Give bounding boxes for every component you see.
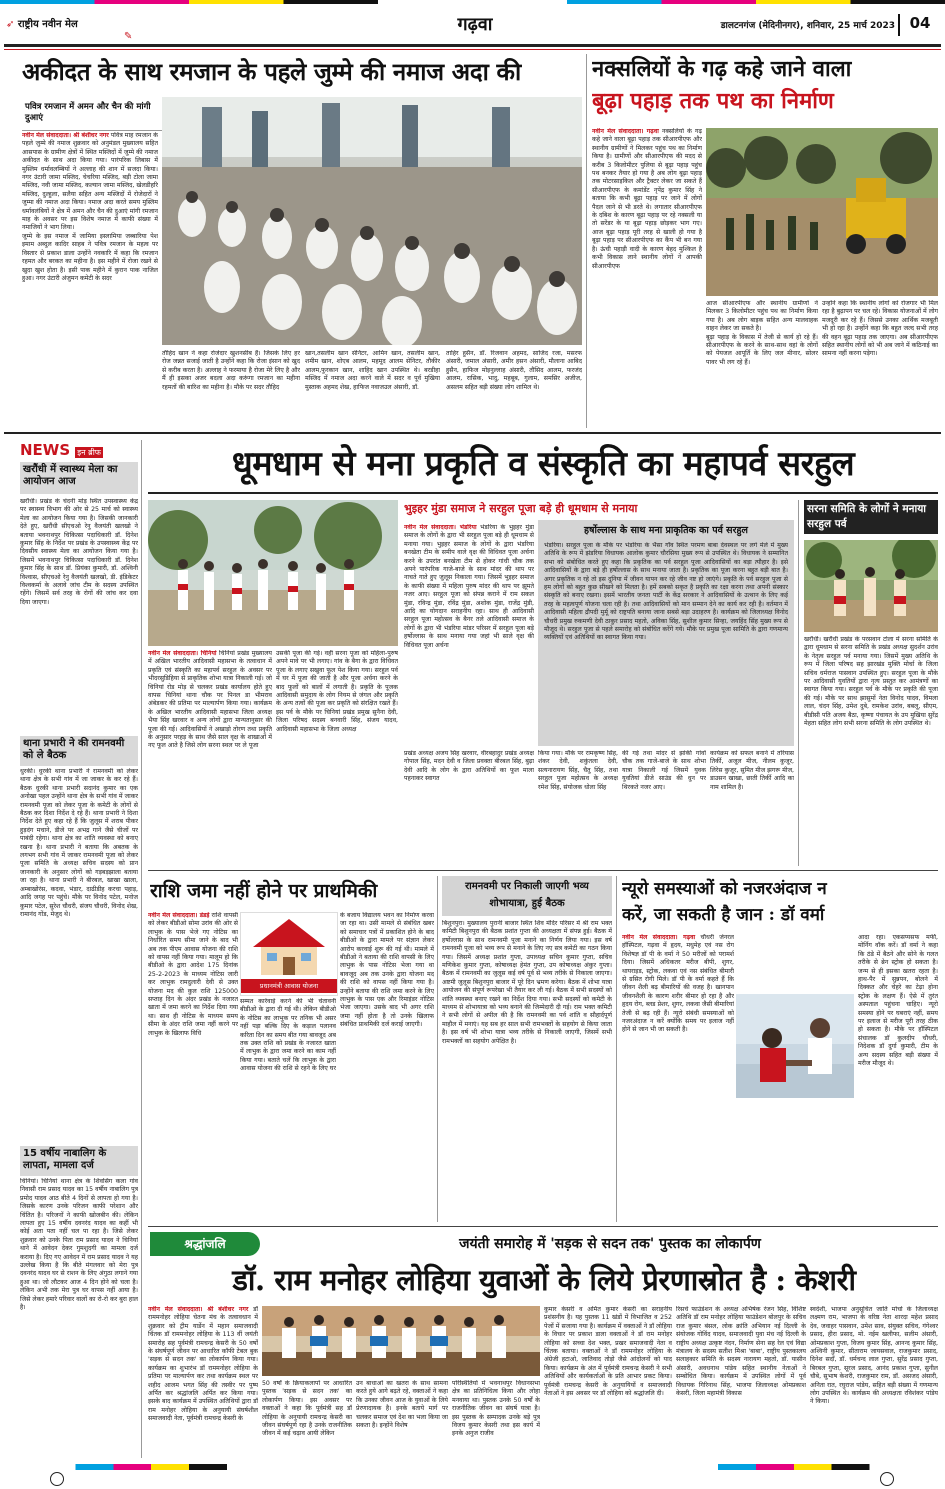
sarhul-main-col-d: कार्यक्रम को सफल बनाने में तरियास तिर्की, अजूल मीज, नीलम कुजूर, लिरेस कुजूर, सुमित मीज झगरू मीज, डाउसन खाखा, छाती तिर्की आदि का नाम शामिल है। — [710, 750, 794, 791]
sarhul-box-title: हर्षोल्लास के साथ मना प्राकृतिक का पर्व सरहुल — [584, 525, 748, 536]
lohia-col7: स्वदेशी, भाजपा अनुसूचित जाति मोर्चा के जिलाध्यक्ष लक्ष्मण राम, भाजपा के वरिष्ठ नेता शारदा महेश प्रसाद देव, जवाहर पासवान, उमेश साव, संयुक्त सचिव, गंगेश्वर प्रसाद, हीरा प्रसाद, मो. नईम खलीफा, सलीम अंसारी, ओमप्रकाश गुप्ता, विजय कुमार सिंह, आनन्द कुमार सिंह, अश्विनी कुमार, सीताराम जायसवाल, राजकुमार प्रसाद, दिनेश सदाँ, डॉ. धर्मचन्द लाल गुप्ता, सुरेंद्र प्रसाद गुप्ता, बिरबल गुप्ता, सूरज प्रसाद, आनंद प्रकाश गुप्ता, सुनील चौबे, सुभाष केशरी, राजकुमार राम, डॉ. असजद अंसारी, अनिता रात, रघुराज पांडेय, सहित बड़ी संख्या में गणमान्य लोग उपस्थित थे। कार्यक्रम की अध्यक्षता रविशंकर पांडेय ने किया। — [810, 1306, 938, 1406]
sarhul-main-col1 — [404, 524, 534, 744]
divider-sarna — [798, 500, 799, 866]
sarhul-body1: भंडरिया के भुइहर मुंडा समाज के लोगों के द्वारा भी सरहुल पूजा बड़े ही धूमधाम से मनाया गया। भुइहर समाज के लोगों के द्वारा भंडरिया बनखेता टीम के समीप वाले वृक्ष की विधिवत पूजा अर्चना करने के उपरांत बनखेता टीम से होकर गांधी चौक तक अपने पारंपरिक गाजे-बाजे के साथ मांदर की थाप पर नाचते गाते हुए जुलूस निकाला गया। जिसमें भुइहर समाज के काफी संख्या में महिला पुरुष मांदर की थाप पर झूमते नजर आए। सरहुल पूजा को संपन्न कराने में राम सकल मुंडा, रविन्द्र मुंडा, रविंद्र मुंडा, अशोक मुंडा, राजेंद्र मुंडी, आदि का योगदान सराहनीय रहा। साथ ही आदिवासी सरहुल पूजा महोत्सव के बैनर तले आदिवासी समाज के लोगों के द्वारा भी भंडरिया मांडर परिसर में सरहुल पूजा बड़े हर्षोल्लास के साथ मनाया गया जहां भी साले वृक्ष की विधिवत पूजा अर्चना — [404, 524, 534, 649]
brief1-body: खरौंधी। प्रखंड के चंदनी मोड़ स्थित उपस्वास्थ्य केंद्र पर स्वास्थ्य विभाग की ओर से 25 मार्च को स्वास्थ्य मेला का आयोजन किया गया है। जिसकी जानकारी देते हुए, खरौंधी सीएचओ रेनु वैजयंती खलखो ने बताया भवनाथपुर चिकित्सा पदाधिकारी डॉ. दिनेश कुमार सिंह के निर्देश पर प्रखंड के उपस्वास्थ्य केंद्र पर दिवसीय स्वास्थ्य मेला का आयोजन किया गया है। जिसमें भवनाथपुर चिकित्सा पदाधिकारी डॉ. दिनेश कुमार सिंह के साथ डॉ. प्रियंका कुमारी, डॉ. अश्विनी विश्वास, सीएचओ रेनु वैजयंती खलखो, डी. इंडिकेटर विश्वकर्मा के अलावे जांच टीम के सदस्य उपस्थित रहेंगे। जिसमें सर्व तरह के रोगों की जांच कर दवा दिया जाएगा। — [20, 498, 138, 606]
pm-awas-caption: प्रधानमंत्री आवास योजना — [241, 979, 337, 993]
naxal-col2 — [706, 300, 818, 428]
ramnavami-headline-box — [442, 876, 612, 916]
crop-mark-right — [880, 1472, 894, 1486]
lohia-col3 — [356, 1380, 448, 1456]
lohia-col4: परिस्थितियों में भवनाथपुर विधानसभा क्षेत्र का प्रतिनिधित्व किया और लोहा मनवाया था। पुस्तक उनके 50 वर्षों के राजनीतिक जीवन का संघर्ष यात्रा है। इस पुस्तक के सम्पादक उनके बड़े पुत्र विजय कुमार केसरी तथा इस कार्य में इनके अनुज राजीव — [452, 1380, 540, 1438]
brief3-body: चिनियां। चिनियां थाना क्षेत्र के शिवसिंग कला गांव निवासी राम प्रसाद यादव का 15 वर्षीय नाबालिग पुत्र प्रमोद यादव आठ बीते 4 दिनों से लापता हो गया है। जिसके कारण उनके परिजन काफी परेशान और चिंतित है। परिजनों ने काफी खोजबीन की। लेकिन लापता हुए 15 वर्षीय दवनरंद यादव का कहीं भी कोई अता पता नहीं चल पा रहा है। जिसे लेकर शुक्रवार को उनके पिता राम प्रसाद यादव ने चिनियां थाने में आवेदन देकर गुमशुदगी का मामला दर्ज कराया है। दिए गए आवेदन में राम प्रसाद यादव ने यह उल्लेख किया है कि बीते मंगलवार को मेरा पुत्र दवनरंद यादव घर से राशन के लिए अंगुठा लगाने गया हुआ था। जो लौटकर आज 4 दिन होने को चला है। लेकिन अभी तक मेरा पुत्र घर वापस नहीं आया है। जिसे लेकर हमारे परिवार वालों का रो-रो कर बुरा हाल है। — [20, 1178, 138, 1312]
ramzan-headline: अकीदत के साथ रमजान के पहले जुम्मे की नमाज अदा की — [22, 57, 521, 86]
brief2-body: धुरकी। धुरकी थाना प्रभारी ने रामनवमी को लेकर थाना क्षेत्र के सभी गांव में जा जाकर के कर रहे हैं। बैठक धुरकी थाना प्रभारी सदानंद कुमार का एक अनोखा पहल उन्होंने थाना क्षेत्र के सभी गांव में जाकर रामनवमी पूजा को लेकर पूजा के कमेटी के लोगों से बैठक कर दिशा निर्देश दे रहे हैं। थाना प्रभारी ने दिशा निर्देश देते हुए कहा रहे हैं कि जुलूस में शराब पीकर हुड़दंग मचाने, डीजे पर अभद्र गाने जैसे चीजों पर पाबंदी रहेगा। थाना क्षेत्र का शांति व्यवस्था को बनाए रखना है। थाना प्रभारी ने बताया कि अबतक के लगभग सभी गांव में जाकर रामनवमी पूजा को लेकर पूजा समिति के अध्यक्ष सचिव सदस्य को प्रान जानकारी के अनुसार लोगों को गड़बड़झाला बताया जा रहा है। थाना प्रभारी ने बीरबल, खाखा खाला, अम्बाखोरंस, कदवा, भंडार, दाढीडीह करचा पहाड़, आदि जगह पर पहुंचे। मौके पर विनोद पटेल, मनोज कुमार पटेल, सुरेश चौधरी, संजय चौधरी, विनोद शेख, रामानंद गोंड, मेजुद थे। — [20, 768, 138, 918]
registration-strip-top — [0, 0, 945, 4]
dateline: डालटनगंज (मेदिनीनगर), शनिवार, 25 मार्च 2023 — [720, 21, 895, 31]
divider-ramnavami — [616, 876, 617, 1222]
lohia-headline: डॉ. राम मनोहर लोहिया युवाओं के लिये प्रेरणास्रोत है : केशरी — [232, 1263, 856, 1297]
rashi-col1 — [148, 912, 238, 1222]
sarna-headline: सरना समिति के लोगों ने मनाया सरहुल पर्व — [804, 500, 938, 534]
ramzan-byline: नवीन मेल संवाददाता। श्री बंशीधर नगर — [22, 132, 109, 139]
sarhul-left-body1: चिनियां प्रखंड मुख्यालय में अखिल भारतीय आदिवासी महासभा के तत्वाधान में प्रकृति एवं संस्कृति का महापर्व सरहुल के अवसर पर भीदरसुडिहिया से प्राकृतिक शोभा यात्रा निकाली गई। जो चिनियां रोड मोड़ से चलकर प्रखंड कार्यालय होते हुए वापस चिनियां थाना चौक पर पिनल डा भीमराव अंबेडकर की प्रतिमा पर माल्यार्पण किया गया। कार्यक्रम के अखिल भारतीय आदिवासी महासभा जिला अध्यक्ष भैया सिंह खरवार व अन्य लोगों द्वारा मान्यतानुसार की पूजा की गई। आदिवासियों ने अखाड़ो तोरण तथा प्रकृति के अनुसार परहड़ के साथ जैसे साल वृक्ष के शाखाओं में नए फूल आते है जिसे लोग सरना स्थल पर ले पूजा — [148, 650, 272, 750]
crop-mark-left — [50, 1472, 64, 1486]
masthead — [0, 6, 945, 46]
divider-rashi — [437, 876, 438, 1222]
lohia-col1 — [148, 1306, 258, 1456]
bird-icon: ➶ — [6, 19, 15, 30]
naxal-headline-2: बूढ़ा पहाड़ तक पथ का निर्माण — [592, 88, 834, 114]
lohia-kicker: जयंती समारोह में 'सड़क से सदन तक' पुस्तक का लोकार्पण — [459, 1236, 761, 1252]
naxal-headline-1: नक्सलियों के गढ़ कहे जाने वाला — [592, 56, 852, 82]
naxal-col3: उन्होंने कहा कि स्थानीय लोगों को रोजगार भी मिल रहा है बुढ़ापन पर चल रहे। विकास योजनाओं में लोग मजदूरी कर रहे हैं। जिससे उनका आर्थिक मजबूती भी हो रहा है। उन्होंने कहा कि बहुत जल्द सभी तरह की वहन बूढ़ा पहाड़ तक जाएगा। अब सीआरपीएफ सहित स्थानीय लोगों को भी अब जाने में कठिनाई का सामना नहीं करना पड़ेगा। — [822, 300, 938, 358]
naxal-byline: नवीन मेल संवाददाता। गढ़वा — [592, 128, 659, 135]
naxal-road-photo — [706, 128, 938, 296]
tribute-text: श्रद्धांजलि — [184, 1237, 226, 1251]
brief2-title: थाना प्रभारी ने की रामनवमी को ले बैठक — [20, 736, 138, 766]
ramnavami-body: बिशुनपुरा। मुख्यालय पुरानी बाजार स्थित शिव मंदिर परिसर में श्री राम भक्त कमिटी बिशुनपुरा की बैठक प्रशांत गुप्ता की अध्यक्षता में संपन्न हुई। बैठक में हर्षोल्लास के साथ रामनवमी पूजा मनाने का निर्णय लिया गया। इस वर्ष रामनवमी पूजा को भव्य रूप से मनाने के लिए नए सत्र कमेटी का गठन किया गया। जिसमें अध्यक्ष प्रशांत गुप्ता, उपाध्यक्ष सचिन कुमार गुप्ता, सचिव मणिकेश कुमार गुप्ता, कोषाध्यक्ष हेमंत गुप्ता, उप कोषाध्यक्ष अंकुर गुप्ता। बैठक में रामनवमी का जुलूस कई वर्ष पूर्व से भव्य तरीके से निकाला जाएगा। अष्टमी जुलूस बिशुनपुरा बाजार में पूरे दिन भ्रमण करेगा। बैठक में शोभा यात्रा आयोजन की संपूर्ण रूपरेखा भी तैयार कर ली गई। बैठक में सभी सदस्यों को शांति व्यवस्था बनाए रखने का निर्देश दिया गया। सभी सदस्यों को कमेटी के माध्यम से शोभायात्रा को भव्य बनाने की जिम्मेदारी दी गई। राम भक्त कमिटी ने सभी लोगों से अपील की है कि रामनवमी का पर्व शांति व सौहार्दपूर्ण माहौल में मनाएं। यह सब हर साल सभी रामभक्तों के सहयोग से किया जाता है। इस वर्ष भी शोभा यात्रा भव्य तरीके से निकाली जाएगी, जिसमें सभी रामभक्तों का सहयोग अपेक्षित है। — [442, 920, 612, 1045]
rashi-headline: राशि जमा नहीं होने पर प्राथमिकी — [150, 880, 378, 902]
section-rule-3 — [148, 1226, 938, 1227]
paper-logo — [6, 16, 116, 32]
divider-v1 — [586, 54, 587, 428]
neuro-col1 — [622, 934, 734, 1222]
news-label-2: इन ब्रीफ — [77, 448, 101, 457]
lohia-col3b-text: इनके बताये मार्ग पर चलकर समाज एवं देश का भला किया जा सकता है। इन्होंने विशेष — [356, 1405, 448, 1430]
neuro-headline-2: करें, जा सकती है जान : डॉ वर्मा — [622, 905, 825, 925]
sarhul-subhead: भुइहर मुंडा समाज ने सरहुल पूजा बड़े ही धूमधाम से मनाया — [404, 502, 638, 515]
ramzan-subhead: पवित्र रमजान में अमन और चैन की मांगी दुआएं — [22, 100, 163, 131]
paper-name: राष्ट्रीय नवीन मेल — [17, 19, 78, 30]
rashi-col3: के बजाय विद्यालय भवन का निर्माण करवा जा रहा था। उसी मामले से संबंधित खबर को समाचार पत्रों में प्रकाशित होने के बाद बीडीओ के द्वारा मामले पर संज्ञान लेकर आरोप करवाई शुरू की गई थी। मामले में बीडीओ ने बताया की राशि वापसी के लिए लाभुक के पास नोटिस भेजा गया था बावजूद अब तक उनके द्वारा योजना मद की राशि को वापस नहीं किया गया है। उन्होंने बताया की राशि जमा करने के लिए लाभुक के पास एक और रिमाइंडर नोटिस भेजा जाएगा। उसके बाद भी अगर राशि जमा नहीं होता है तो उनके खिलाफ संबंधित प्राथमिकी दर्ज कराई जाएगी। — [340, 912, 434, 1029]
sarhul-headline: धूमधाम से मना प्रकृति व संस्कृति का महापर्व सरहुल — [231, 444, 855, 484]
neuro-col2: आदा रहा। एकसप्यसफ मर्फी, मोर्निग वॉक करें। डॉ वर्मा ने कहा कि ठंडे में बैठने और सोने के गलत तरीके से ब्रेन स्ट्रोक हो सकता है। जन्म से ही इसका खतरा रहता है। हाथ-पैर में सुन्नपन, बोलने में दिक्कत और चेहरे का टेढ़ा होना स्ट्रोक के लक्षण हैं। ऐसे में तुरंत अस्पताल पहुंचना चाहिए। न्यूरो समस्या होने पर घबराएं नहीं, समय पर इलाज से मरीज पूरी तरह ठीक हो सकता है। मौके पर हॉस्पिटल संचालक डॉ कुलदीप चौधरी, निदेशक डॉ दुर्गा कुमारी, टीम के अन्य सदस्य सहित बड़ी संख्या में मरीज मौजूद थे। — [858, 934, 938, 1068]
ramzan-col2: तौहिद खान ने कहा रोजेदार खुशनसीब हैं। जिसके लिए हर रोज जन्नत सजाई जाती है उन्होंने कहा कि रोजा इंसान को खुद से करीब करता है। अल्लाह ने फरमाया है रोजा मेरे लिए है और मैं ही इसका अजर बदला अदा करूंगा रमजान का महीना रहमतों की बारिश का महीना है। मौके पर सदर तौहिद — [162, 350, 300, 391]
neuro-clinic-photo — [736, 994, 854, 1098]
news-brief-label — [20, 440, 138, 460]
sarhul-left-col1 — [148, 650, 272, 868]
sarhul-rule — [148, 492, 938, 494]
sarhul-chiniyan-photo — [148, 500, 398, 646]
rashi-byline: नवीन मेल संवाददाता। डंडई — [148, 912, 210, 919]
lohia-book-launch-photo — [262, 1306, 540, 1376]
page-number: 04 — [898, 14, 940, 36]
sarhul-left-col2: उसकी पूजा की गई। वहीं सरना पूजा को महिला-पुरुष अपने मावे पर भी लगाए। गांव के बैगा के द्वारा विधिवत पूजा के लगाए सखुवा फूल पेश किया गया। सरहुल पर्व में घर में पूजा की जाती है और पूजा अर्चना करने के बाद फूलों को बालों में लगाती है। प्रकृति के पूजक आदिवासी समुदाय के लोग नियम से जंगल और प्रकृति के अन्य तत्वों की पूजा कर प्रकृति को संरक्षित रखते हैं। इस पर्व के मौके पर चिनियां प्रखंड प्रमुख सुनैना देवी, जिला परिषद सदस्य बनवारी सिंह, संजय यादव, आदिवासी महासभा के जिला अध्यक्ष — [276, 650, 398, 733]
sarhul-small1: प्रखंड अध्यक्ष अजय सिंह खरवार, वीरबहादुर प्रखंड अध्यक्ष गोपाल सिंह, मदन देवी व जिला प्रवक्ता बीरबल सिंह, बुढ़ा देवी आदि के लोग के द्वारा अतिथियों का फूल माला पहनाकर स्वागत — [404, 750, 534, 783]
ramzan-namaz-photo — [162, 97, 582, 345]
registration-strip-bottom — [0, 1464, 945, 1470]
ramzan-para1: पवित्र माह रमजान के पहले जुम्मे की नमाज शुक्रवार को अनुमंडल मुख्यालय सहित आसपास के ग्रामीण क्षेत्रों में स्थित मस्जिदों में जुम्मे की नमाज अकीदत के साथ अदा किया गया। पारंपरिक लिबास में मुस्लिम धर्मावलम्बियों ने अल्लाह की शान में सजदा किया। नगर उंटारी जामा मस्जिद, चेचरिया मस्जिद, बड़ी टोला जामा मस्जिद, नवी जामा मस्जिद, कल्यान जामा मस्जिद, खेलडीहरि मस्जिद, दुल्हुला, सलैया सहित अन्य मस्जिदों में रोजेदारों ने जुम्मा की नमाज अदा किया। नमाज अदा करते समय मुस्लिम धर्मावलंबियों ने क्षेत्र में अमन और चैन की दुआएं मांगी रमजान माह के अवसर पर इस विशेष नमाज में काफी संख्या में नमाजियों ने भाग लिया। — [22, 132, 158, 232]
divider-left — [141, 440, 142, 1458]
news-label: NEWS — [20, 441, 71, 459]
lohia-col6: रिसर्च फाउंडेशन के अध्यक्ष अभिषेक रंजन सिंह, विशिष्ट अतिथि डॉ राम मनोहर लोहिया फाउंडेशन बोलपुर के सचिव राज कुमार बंसल, लोक क्रांति अभियान नई दिल्ली के संयोजक गोविंद यादव, समाजवादी युवा मंच नई दिल्ली के राष्ट्रीय अध्यक्ष उत्कृष्ट नंदन, निर्माण सेना सह रेल एवं विद्या मंत्रालय के सदस्य सतीश मिश्रा 'बाबा', राष्ट्रीय पुस्तकालय सलाहकार समिति के सदस्य नारायण महतो, डॉ. यासीन अंसारी, अवधनाथ पांडेय सहित स्थानीय नेताओं ने सम्बोधित किया। कार्यक्रम में उपस्थित लोगों में पूर्व विधायक गिरिनाथ सिंह, भाजपा जिलाध्यक्ष ओमप्रकाश केसरी, जिला महामंत्री विकास — [676, 1306, 806, 1398]
neuro-col-mid — [736, 934, 854, 992]
neuro-byline: नवीन मेल संवाददाता। गढ़वा — [622, 934, 696, 941]
sarhul-byline: नवीन मेल संवाददाता। भंडरिया — [404, 524, 477, 531]
ramzan-para2: जुम्मे के इस नमाज में जामिया इस्लामिया जब्बारिया पेश इमाम अब्दुल कादिर साहब ने पवित्र रमजान के महत्व पर विस्तार से प्रकाश डाला उन्होंने नवकारि में कहा कि रमजान रहमत और बरकत का महीना है। इस महीने में रोजा रखने से खुदा खुश होता है। इसी पाक महीने में कुरान पाक नाजिल हुआ। नगर उंटारी अंजुमन कमेटी के सदर — [22, 232, 158, 282]
sarna-photo — [804, 540, 938, 632]
lohia-col5: कुमार केसरी व अमित कुमार केसरी का सराहनीय प्रशंसनीय है। यह पुस्तक 11 खंडों में विभाजित व 252 पेजों में सजाया गया है। कार्यक्रम में वक्ताओं ने डॉ लोहिया के विचार पर प्रकाश डाला वक्ताओं ने डॉ राम मनोहर लोहिया को सच्चा देश भक्त, प्रखर समाजवादी नेता व चिंतक बताया। वक्ताओं ने डॉ राममनोहर लोहिया के अंग्रेजी हटाओ, जातिवाद तोड़ो जैसे आंदोलनों को याद किया। कार्यक्रम के अंत में पूर्वमंत्री रामचन्द्र केसरी ने सभी अतिथियों और कार्यकर्ताओं के प्रति आभार प्रकट किया। पूर्वमंत्री रामचन्द्र केसरी के अनुयायियों व समाजवादी नेताओं ने इस अवसर पर डॉ लोहिया को श्रद्धांजलि दी। — [544, 1306, 672, 1398]
naxal-col1-text: नक्सलियों के गढ़ कहे जाने वाला बूढ़ा पहाड़ तक सीआरपीएफ और स्थानीय ग्रामीणों ने मिलकर पहुंच पथ का निर्माण किया है। ग्रामीणों और सीआरपीएफ की मदद से करीब 3 किलोमीटर पुलिया से बूढ़ा पहाड़ पहुंच पथ बनकर तैयार हो गया है अब लोग बूढ़ा पहाड़ तक मोटरसाइकिल और ट्रैक्टर लेकर जा सकते हैं सीआरपीएफ के कमांडेंट नृपेंद्र कुमार सिंह ने बताया कि कभी बूढ़ा पहाड़ पर जाने में लोगों पैदल जाने से भी डरते थे। लगातार सीआरपीएफ के दबिश के कारण बूढ़ा पहाड़ पर रहे नक्सली या तो सरेंडर के या बूढ़ा पहाड़ छोड़कर भाग गए। आज बूढ़ा पहाड़ पूरी तरह से खाली हो गया है बूढ़ा पहाड़ पर सीआरपीएफ का कैंप भी बन गया है। ऊंची पहाड़ी वादी के कारण बेहद मुश्किल है कभी विकास लाने स्थानीय लोगों ने आपकी सीआरपीएफ — [592, 128, 702, 270]
section-title: गढ़वा — [457, 14, 493, 35]
rashi-col2: सम्मत कार्रवाई करने की भी चेतावनी बीडीओ के द्वारा दी गई थी। लेकिन बीडीओ के नोटिस का लाभुक पर तनिक भी असर नहीं पड़ा बल्कि दिए के कड़ाल पलानव करिता दिन का समय बीत गया बावजूद अब तक उक्त राशि को प्रखंड के नजारत खाता में लाभुक के द्वारा जमा करने का काम नहीं किया गया। बताते चलें कि लाभुक के द्वारा आवास योजना की राशि से रहने के लिए घर — [240, 998, 336, 1073]
naxal-col2-text: आज सीआरपीएफ और स्थानीय ग्रामीणों ने मिलकर 3 किलोमीटर पहुंच पथ का निर्माण किया गया है। अब लोग बाइक सहित अन्य मालवाहक वाहन लेकर जा सकते है। — [706, 300, 818, 333]
neuro-headline-1: न्यूरो समस्याओं को नजरअंदाज न — [622, 879, 827, 899]
brief1-title: खरौंधी में स्वास्थ्य मेला का आयोजन आज — [20, 462, 138, 494]
sarna-body: खरौंधी। खरौंधी प्रखंड के परसवान टोला में सरना समिति के द्वारा धूमधाम से सरना समिति के प्रखंड अध्यक्ष सुदर्शन उरांव के नेतृत्व सरहुल पर्व मनाया गया। जिसमें मुख्य अतिथि के रूप में जिला परिषद सह झारखंड मुक्ति मोर्चा के जिला सचिव धर्मराज पासवान उपस्थित हुए। सरहुल पूजा के मौके पर आदिवासी युवतियों द्वारा नृत्य प्रस्तुत कर आमंत्रणों का स्वागत किया गया। सरहुल पर्व के मौके पर प्रकृति की पूजा की गई। मौके पर साथ झासुमों नेता विनोद यादव, विमला लाल, चंदन सिंह, उमेश दुबे, रामकेश उरांव, बबलू, सीएम, बीडीसी पति अजय बैठा, कृष्णा पंचायत के उप मुखिया सुरेंद्र मेहता सहित लोग सभी सरना समिति के लोग उपस्थित थे। — [804, 636, 938, 728]
neuro-col1-text: चौधरी जेनरल हॉस्पिटल, गढ़वा में हृदय, मधुमेह एवं नस रोग विशेषज्ञ डॉ पी के वर्मा ने 50 मरीजों को परामर्श दिया। जिसमें अधिकतर मरीज बीपी, शुगर, थायराइड, स्ट्रोक, लकवा एवं नस संबंधित बीमारी से ग्रसित रोगी मिले। डॉ पी के वर्मा कहते हैं कि जीवन शैली बढ़ बीमारियों की वजह है। खानपान जीवनशैली के कारण शरीर बीमार हो रहा है और हृदय रोग, ब्लड प्रेशर, शुगर, लकवा जैसी बीमारियां तेजी से बढ़ रही हैं। न्यूरो संबंधी समस्याओं को नजरअंदाज न करें क्योंकि समय पर इलाज नहीं होने से जान भी जा सकती है। — [622, 934, 734, 1034]
lohia-col3-text: उन बाधाओं का खतरा के साथ सामना करते हुये आगे बढ़ते रहे, वक्ताओं ने कहा कि उनका जीवन आज के युवाओं के लिये प्रेरणादायक है। — [356, 1380, 448, 1413]
lohia-col2: 50 वर्षों के क्रियाकलापों पर आधारित पुस्तक 'सड़क से सदन तक' का लोकार्पण किया। इस अवसर पर वक्ताओं ने कहा कि पूर्वमंत्री सह डॉ लोहिया के अनुयायी रामचन्द्र केसरी का जीवन संघर्षपूर्ण रहा है उनके राजनीतिक जीवन में कई चढ़ाव आयी लेकिन — [262, 1380, 352, 1438]
brief3-title: 15 वर्षीय नाबालिग के लापता, मामला दर्ज — [20, 1146, 138, 1176]
pen-icon: ✎ — [124, 31, 133, 41]
sarhul-main-col-c: की गई तथा मांदर से झांकी गांवों चौक तक गाजे-बाजे के साथ शोभा यात्रा निकाली गई जिसमें युवक युवतियां डीजे साउंड की धुन पर थिरकते नजर आए। — [622, 750, 706, 791]
ramzan-col4: ताहिर हुसैन, डॉ. रिजवान अहमद, साजिद रजा, मसरफ अंसारी, जमाल अंसारी, अमीर हसन अंसारी, मौलाना आबिद हुसैन, हाफिज मोइनुल्लाह अंसारी, तौसिद आलम, फरजंद आलम, रासिक, भादु, महबूब, गुलाम, समसिर अजीज, असलम सहित बड़ी संख्या लोग शामिल थे। — [446, 350, 582, 391]
ramnavami-headline: रामनवमी पर निकाली जाएगी भव्य शोभायात्रा, हुई बैठक — [465, 881, 589, 909]
ramzan-col3: खान,तसलीम खान सेनिटर, आमिन खान, तसलीम खान, शमीम खान, शोएब आलम, महमूद आलम सेनिटर, तौकीर आलम,फुरकान खान, शाहिद खान उपस्थित थे। बरडीहा मस्जिद में नमाज अदा करने वाले में सदर व पूर्व मुखिया मुस्ताक अहमद शेख, हाफिज नवाजउल अंसारी, डॉ. — [305, 350, 440, 391]
sarhul-grey-box — [538, 520, 794, 746]
lohia-col1-text: डॉ राममनोहर लोहिया चेतना मंच के तत्वावधान में शुक्रवार को ट्रीम यार्डेन में महान समाजवादी चिंतक डॉ राममनोहर लोहिया के 113 वीं जयंती समारोह सह पूर्वमंत्री रामचन्द्र केसरी के 50 वर्षों के संघर्षपूर्ण जीवन पर आधारित कॉफी टेबल बुक 'सड़क से सदन तक' का लोकार्पण किया गया। कार्यक्रम का शुभारंभ डॉ राममनोहर लोहिया के प्रतिमा पर माल्यार्पण कर तथा कार्यक्रम स्थल पर शहीद आजम भगत सिंह की तस्वीर पर पुष्प अर्पित कर श्रद्धांजलि अर्पित कर किया गया। इसके बाद कार्यक्रम में उपस्थित अतिथियों द्वारा डॉ राम मनोहर लोहिया के अनुयायी संघर्षशील समाजवादी नेता, पूर्वमंत्री रामचन्द्र केसरी के — [148, 1306, 258, 1423]
lohia-byline: नवीन मेल संवाददाता। श्री बंशीधर नगर — [148, 1306, 249, 1313]
section-rule-2 — [148, 870, 938, 871]
masthead-rule — [4, 44, 941, 47]
naxal-col1 — [592, 128, 702, 428]
pm-awas-house-image — [240, 912, 338, 996]
tribute-label — [150, 1232, 260, 1256]
naxal-col2b-text: बूढ़ा पहाड़ के विकास में तेजी से कार्य हो रहे हैं। सीआरपीएफ के करने के साथ-साथ वहां के लोगों को पेयजल आपूर्ति के लिए जल मीनार, सोलर पावर भी लग रहे हैं। — [706, 333, 818, 366]
sarhul-left-byline: नवीन मेल संवाददाता। चिनियां — [148, 650, 217, 657]
section-rule-1 — [4, 432, 941, 434]
sarhul-main-col-b: किया गया। मौके पर रामकृष्ण सिंह, शंकर देवी, शकुंतला देवी, सत्यनारायण सिंह, चैतु सिंह, तथा सरहुल पूजा महोत्सव के अध्यक्ष रमेश सिंह, संयोजक धोला सिंह — [538, 750, 618, 791]
rashi-col1-text: राशि वापसी को लेकर बीडीओ सोमा उरांव की ओर से लाभुक के पास भेजे गए नोटिस का निर्धारित समय सीमा जाने के बाद भी अब तक पीएम आवास योजना की राशि को वापस नहीं किया गया। मालूम हो कि बीडीओ के द्वारा आदेश 175 दिनांक 25-2-2023 के माध्यम नोटिस जारी कर लाभुक रामदुलारी देवी से उक्त योजना मद की कुल राशि 125000 सप्ताह दिन के अंदर प्रखंड के नजारत खाता में जमा करने का निर्देश दिया गया था। साथ ही नोटिस के माध्यम समय सीमा के अंदर राशि जमा नहीं करने पर लाभुक के खिलाफ विधि — [148, 912, 238, 1037]
sarhul-box-body: भंडरिया। सरहुल पूजा के मौके पर भंडरिया के भैंसा गाँव स्थित परमण बाबा देवस्थल पर लगे मेले में मुख्य अतिथि के रूप में झंडरिया विधायक आलोक कुमार चौरसिया मुख्य रूप से उपस्थित थे। विधायक ने सम्मानित सभा को संबोधित करते हुए कहा कि प्रकृतिक का पर्व सरहुल पूजा आदिवासियों का बड़ा त्यौहार है। इसे आदिवासियों के द्वारा बड़े ही हर्षोल्लास के साथ मनाया जाता है। प्रकृतिक का पूजा करना बहुत बड़ी बात है। अगर प्रकृतिक न रहे तो इस दुनिया में जीवन यापन कर रहे जीव नष्ट हो जाएंगे। प्रकृति के पर्व सरहुल पूजा से हम लोगों को बहुत कुछ सीखने को मिलता है। हमें सबको सकृत है प्रकृति का रक्षा करना तथा अपनी संस्कार संस्कृति को बनाए रखना। इसमें भारतीय जनता पार्टी के केंद्र सरकार ने आदिवासियों के उत्थान के लिए कई तरह के महत्वपूर्ण योजना चला रही है। तथा आदिवासियों को मान सम्मान देने का कार्य कर रही है। वर्तमान में आदिवासी महिला द्रौपदी मुर्मू को राष्ट्रपति बनाया जाना सबसे बड़ा उदाहरण है। कार्यक्रम को जिलाध्यक्ष विनोद चौधरी प्रमुख रुकमणी देवी ठाकुर प्रसाद महतो, अविका सिंह, सुशील कुमार सिन्हा, जयहिंद सिंह मुख्य रूप से मौजूद थे। सरहुल पूजा से पहले समारोह को संबोधित करेंगे गये। मौके पर प्रमुख पूजा सामिति के द्वारा गणमान्य व्यक्तियों एवं अतिथियों का स्वागत किया गया। — [544, 542, 788, 642]
masthead-rule-thin — [4, 49, 941, 50]
